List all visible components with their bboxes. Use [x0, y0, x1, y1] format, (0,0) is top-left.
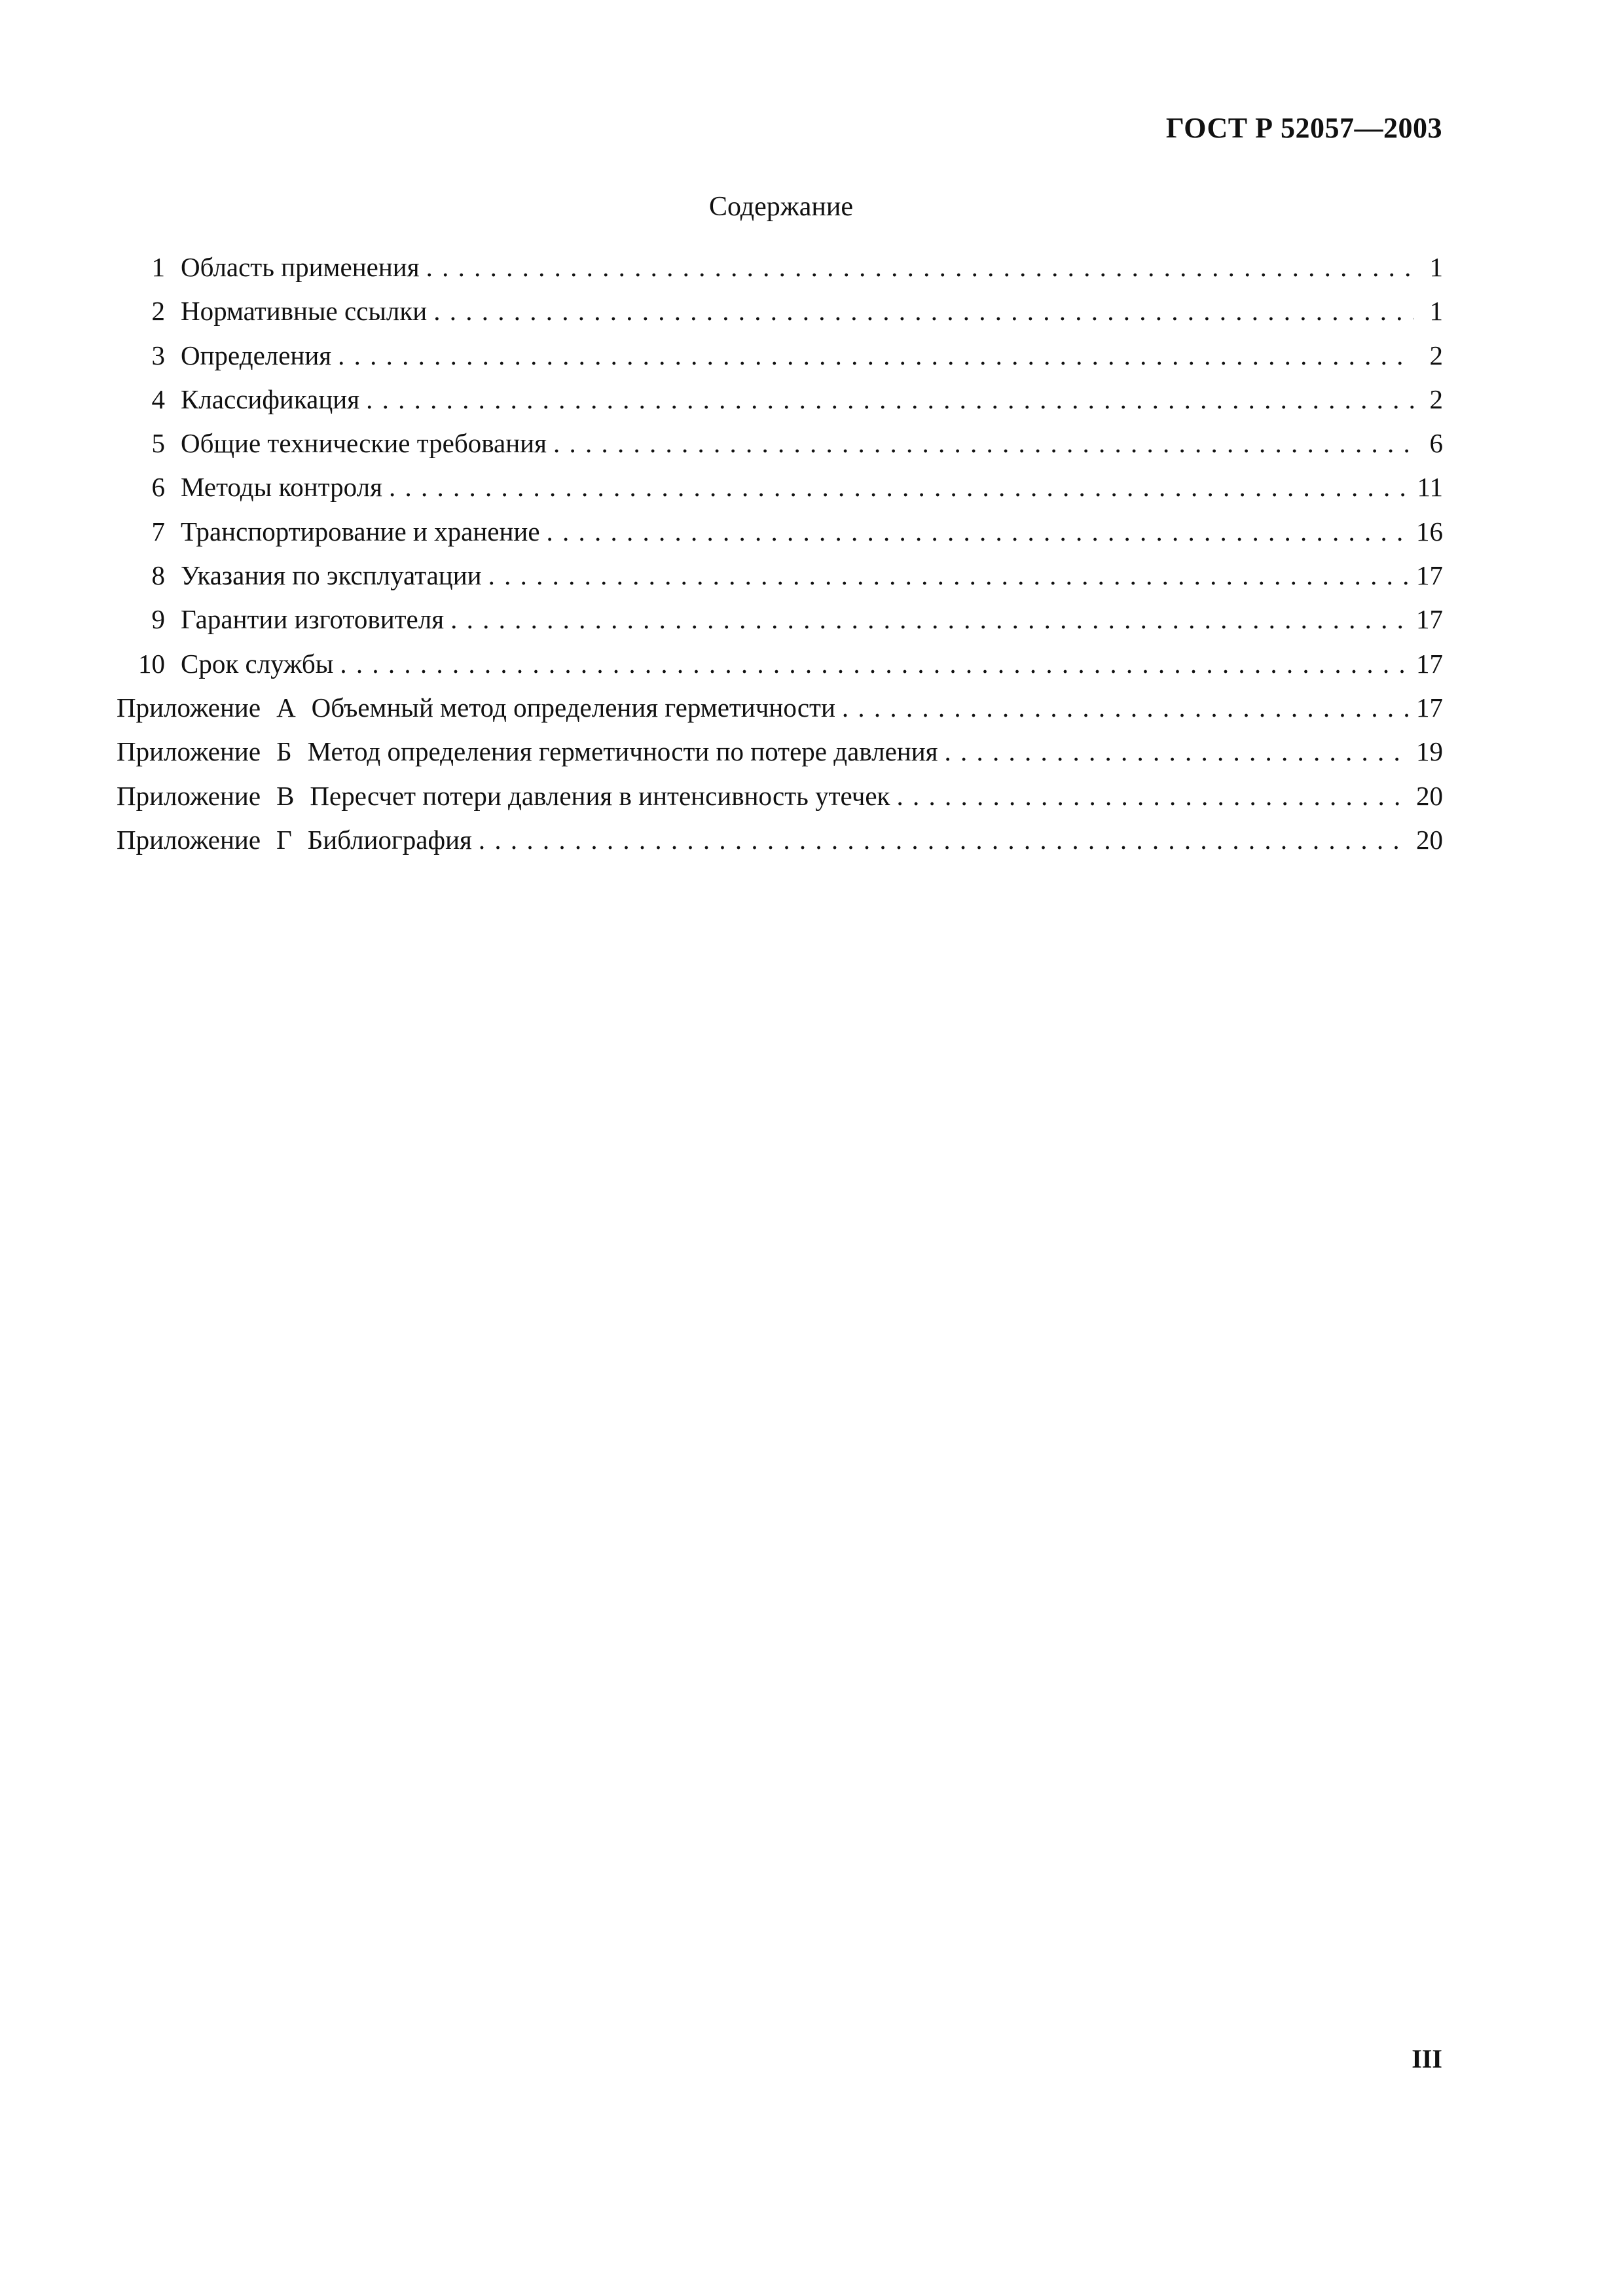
dot-leader	[366, 384, 1414, 416]
toc-entry-title: Область применения	[181, 252, 420, 282]
toc-entry-page: 6	[1429, 428, 1443, 459]
appendix-letter: В	[276, 780, 295, 811]
toc-entry-title: Гарантии изготовителя	[181, 604, 445, 635]
toc-entry-title: Срок службы	[181, 648, 334, 679]
toc-entry-number: 1	[151, 252, 165, 282]
dot-leader	[389, 471, 1411, 503]
appendix-label: Приложение	[117, 780, 261, 811]
toc-entry-number: 6	[151, 472, 165, 503]
dot-leader	[433, 295, 1414, 327]
document-code: ГОСТ Р 52057—2003	[1165, 112, 1442, 144]
toc-entry-page: 17	[1416, 560, 1443, 591]
toc-appendix-b[interactable]	[117, 736, 1443, 780]
toc-entry-title: Нормативные ссылки	[181, 296, 428, 327]
toc-entry-8[interactable]	[117, 560, 1443, 603]
dot-leader	[338, 340, 1414, 372]
toc-entry-10[interactable]	[117, 648, 1443, 692]
dot-leader	[842, 692, 1410, 724]
dot-leader	[340, 648, 1410, 680]
appendix-label: Приложение	[117, 692, 261, 723]
toc-entry-title: Методы контроля	[181, 472, 382, 503]
toc-entry-number: 9	[151, 604, 165, 635]
page-number: III	[1412, 2044, 1442, 2073]
appendix-letter: Г	[276, 824, 292, 855]
toc-entry-number: 4	[151, 384, 165, 414]
toc-appendix-v[interactable]	[117, 780, 1443, 824]
toc-entry-title: Указания по эксплуатации	[181, 560, 482, 591]
dot-leader	[553, 427, 1414, 459]
toc-entry-6[interactable]	[117, 471, 1443, 515]
toc-entry-title: Общие технические требования	[181, 428, 547, 459]
toc-entry-page: 1	[1429, 252, 1443, 282]
toc-entry-page: 2	[1429, 384, 1443, 414]
toc-entry-2[interactable]	[117, 295, 1443, 339]
appendix-page: 20	[1416, 824, 1443, 855]
toc-entry-7[interactable]	[117, 516, 1443, 560]
dot-leader	[488, 560, 1410, 592]
toc-entry-9[interactable]	[117, 603, 1443, 647]
toc-entry-page: 17	[1416, 648, 1443, 679]
appendix-label: Приложение	[117, 736, 261, 767]
toc-entry-number: 7	[151, 516, 165, 547]
toc-appendix-a[interactable]	[117, 692, 1443, 736]
toc-entry-page: 1	[1429, 296, 1443, 327]
dot-leader	[479, 824, 1410, 856]
dot-leader	[547, 516, 1410, 548]
appendix-title: Библиография	[307, 824, 472, 855]
toc-entry-number: 5	[151, 428, 165, 459]
dot-leader	[426, 251, 1414, 283]
appendix-title: Объемный метод определения герметичности	[311, 692, 835, 723]
toc-entry-number: 8	[151, 560, 165, 591]
dot-leader	[945, 736, 1410, 768]
appendix-letter: А	[276, 692, 296, 723]
toc-entry-1[interactable]	[117, 251, 1443, 295]
table-of-contents	[117, 251, 1443, 868]
appendix-label: Приложение	[117, 824, 261, 855]
toc-title: Содержание	[708, 192, 854, 222]
appendix-page: 19	[1416, 736, 1443, 767]
toc-entry-title: Определения	[181, 340, 332, 370]
toc-entry-4[interactable]	[117, 384, 1443, 427]
toc-entry-number: 2	[151, 296, 165, 327]
toc-entry-title: Классификация	[181, 384, 360, 414]
dot-leader	[896, 780, 1410, 812]
toc-entry-page: 16	[1416, 516, 1443, 547]
dot-leader	[450, 603, 1410, 636]
toc-entry-3[interactable]	[117, 340, 1443, 384]
toc-appendix-g[interactable]	[117, 824, 1443, 868]
appendix-title: Пересчет потери давления в интенсивность утечек	[310, 780, 890, 811]
toc-entry-5[interactable]	[117, 427, 1443, 471]
toc-entry-page: 17	[1416, 604, 1443, 635]
appendix-letter: Б	[276, 736, 292, 767]
toc-entry-page: 2	[1429, 340, 1443, 370]
toc-entry-number: 3	[151, 340, 165, 370]
appendix-page: 20	[1416, 780, 1443, 811]
appendix-page: 17	[1416, 692, 1443, 723]
toc-entry-page: 11	[1417, 472, 1443, 503]
toc-entry-title: Транспортирование и хранение	[181, 516, 540, 547]
appendix-title: Метод определения герметичности по потере давления	[307, 736, 938, 767]
toc-entry-number: 10	[138, 648, 165, 679]
